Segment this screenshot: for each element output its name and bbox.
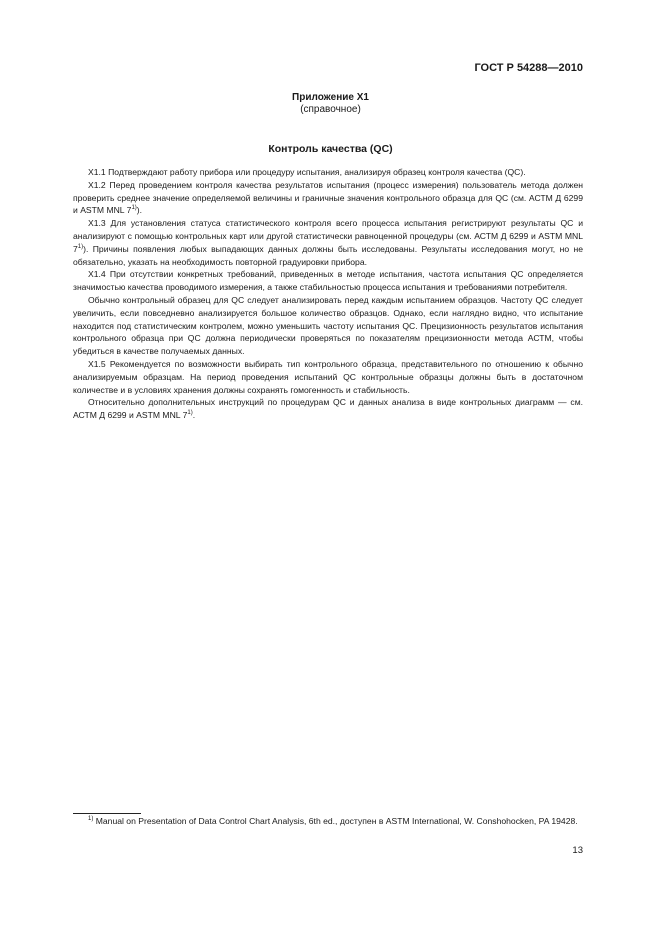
footnote-ref: 1) [187, 410, 193, 417]
appendix-subtitle: (справочное) [300, 104, 361, 115]
footnote-divider [73, 813, 141, 814]
footnote-ref: 1) [131, 205, 137, 212]
paragraph-x1-1: X1.1 Подтверждают работу прибора или процедуру испытания, анализируя образец контроля качества (QC). [88, 167, 526, 177]
standard-code: ГОСТ Р 54288—2010 [474, 62, 583, 74]
page-number: 13 [572, 845, 583, 856]
footnote-text: Manual on Presentation of Data Control Chart Analysis, 6th ed., доступен в ASTM International, W. Conshohocken, PA 19428. [93, 816, 578, 826]
body-text [73, 166, 583, 422]
appendix-title: Приложение X1 [292, 92, 369, 103]
paragraph-x1-2: X1.2 Перед проведением контроля качества результатов испытания (процесс измерения) пользователь метода должен проверить среднее значение определяемой величины и граничные значения контрольного образца для QC (см. АСТМ Д 6299 и ASTM MNL 7$^{1)}$). [73, 179, 583, 216]
paragraph-x1-5: X1.5 Рекомендуется по возможности выбирать тип контрольного образца, представительного по отношению к обычно анализируемым образцам. На период проведения испытаний QC контрольные образцы должны быть в достаточном количестве и в условиях хранения должны сохранять гомогенность и стабильность. [73, 358, 583, 395]
appendix-heading [0, 92, 661, 116]
footnote [73, 815, 583, 828]
paragraph-x1-3: X1.3 Для установления статуса статистического контроля всего процесса испытания регистрируют результаты QC и анализируют с помощью контрольных карт или другой статистически равноценной процедуры (см. АСТМ Д 6299 и ASTM MNL 7$^{1)}$). Причины появления любых выпадающих данных должны быть исследованы. Результаты исследования могут, но не обязательно, указать на необходимость повторной градуировки прибора. [73, 218, 583, 267]
section-title: Контроль качества (QC) [268, 143, 393, 155]
paragraph-qc-frequency: Обычно контрольный образец для QC следует анализировать перед каждым испытанием образцов. Частоту QC следует увеличить, если повседневно анализируется большое количество образцов. Однако, если наглядно видно, что испытание находится под статистическим контролем, можно уменьшить частоту испытания QC. Прецизионность результатов испытания контрольного образца при QC должна периодически проверяться по показателям прецизионности метода АСТМ, чтобы убедиться в качестве получаемых данных. [73, 294, 583, 357]
paragraph-additional-instructions: Относительно дополнительных инструкций по процедурам QC и данных анализа в виде контрольных диаграмм — см. АСТМ Д 6299 и ASTM MNL 7$^{1)}$. [73, 397, 583, 421]
footnote-marker: 1) [88, 816, 94, 822]
footnote-ref: 1) [77, 243, 84, 250]
paragraph-x1-4: X1.4 При отсутствии конкретных требований, приведенных в методе испытания, частота испытания QC определяется значимостью качества проводимого измерения, а также стабильностью процесса испытания и требованиями потребителя. [73, 269, 583, 293]
